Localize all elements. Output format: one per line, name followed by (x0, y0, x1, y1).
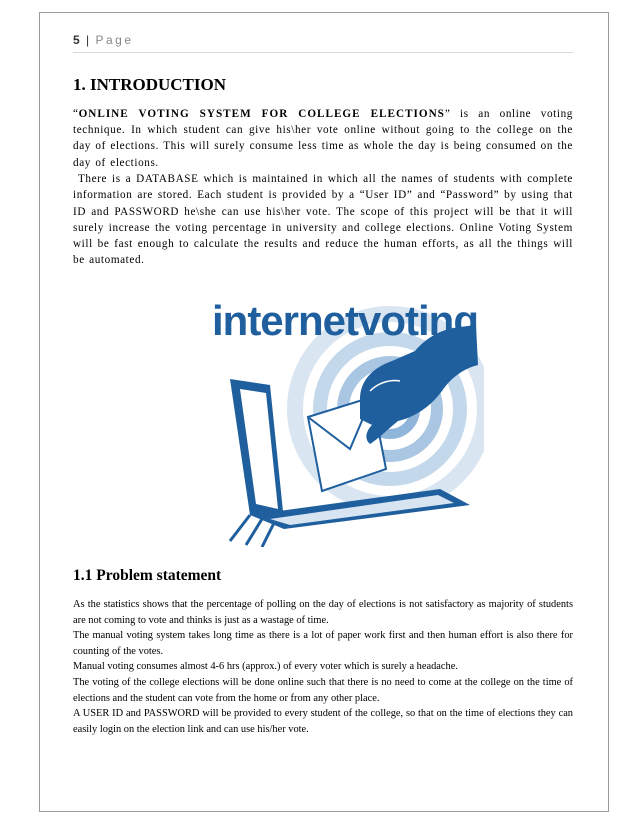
problem-line: The voting of the college elections will be done online such that there is no need to come at the college on the time of elections and the student can vote from the home or from any other place. (73, 676, 573, 704)
internet-voting-image (210, 279, 484, 547)
section-heading-problem-statement: 1.1 Problem statement (73, 567, 222, 584)
intro-paragraph-2: There is a DATABASE which is maintained in which all the names of students with complete information are stored. Each student is provided by a “User ID” and “Password” by using that ID and PASSWORD he\she can use his\her vote. The scope of this project will be that it will surely increase the voting percentage in university and college elections. Online Voting System will be fast enough to calculate the results and reduce the human efforts, as all the things will be automated. (73, 173, 573, 267)
internet-voting-logo-text: internetvoting (212, 297, 478, 344)
open-quote: “ (73, 108, 79, 120)
problem-line: Manual voting consumes almost 4-6 hrs (approx.) of every voter which is surely a headache. (73, 661, 458, 673)
page-label: Page (95, 33, 134, 47)
page-header (73, 33, 573, 53)
internet-voting-illustration (210, 279, 484, 547)
problem-line: The manual voting system takes long time as there is a lot of paper work first and then human effort is also there for counting of the votes. (73, 630, 573, 657)
header-rule (73, 52, 573, 53)
intro-paragraph-1-text: ” is an online voting technique. In which student can give his\her vote online without going to the college on the day of elections. This will surely consume less time as whole the day is being consumed on the day of elections. (73, 108, 573, 169)
section-heading-introduction: 1. INTRODUCTION (73, 75, 227, 94)
intro-paragraph-1 (73, 106, 573, 171)
header-separator: | (86, 33, 90, 47)
problem-line: As the statistics shows that the percentage of polling on the day of elections is not satisfactory as majority of students are not coming to vote and thinks is just as a wastage of time. (73, 599, 573, 626)
problem-line: A USER ID and PASSWORD will be provided to every student of the college, so that on the time of elections they can easily login on the election link and can use his/her vote. (73, 708, 573, 735)
page-number: 5 (73, 33, 80, 47)
project-title: ONLINE VOTING SYSTEM FOR COLLEGE ELECTIONS (78, 108, 445, 120)
problem-statement-body (73, 597, 573, 737)
